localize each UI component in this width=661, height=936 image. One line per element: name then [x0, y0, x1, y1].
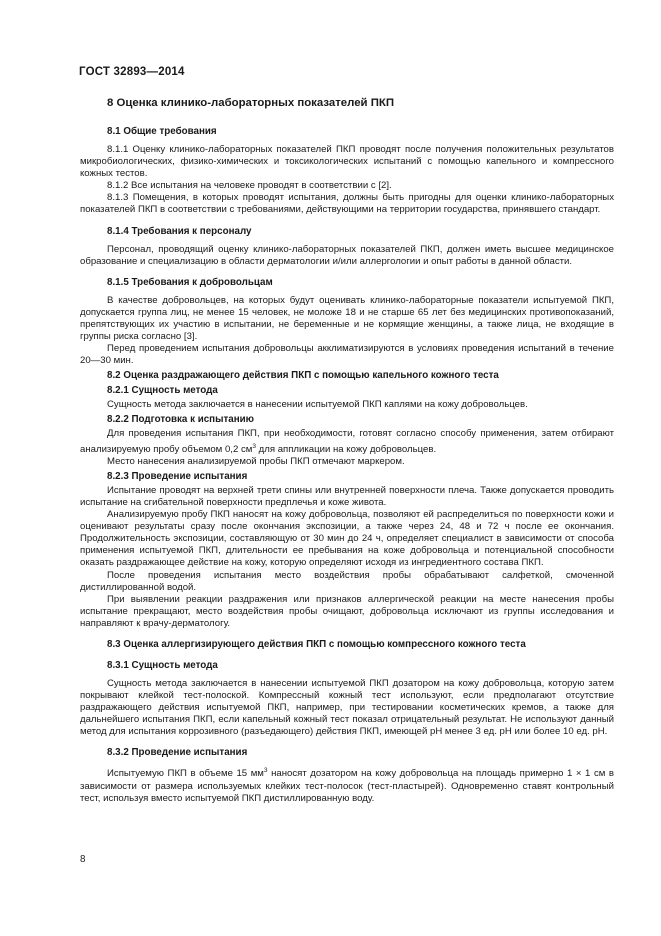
subsection-heading-8-2: 8.2 Оценка раздражающего действия ПКП с помощью капельного кожного теста: [107, 370, 499, 382]
paragraph-8-1-2: 8.1.2 Все испытания на человеке проводят в соответствии с [2].: [107, 180, 392, 192]
paragraph-8-1-1: 8.1.1 Оценку клинико-лабораторных показателей ПКП проводят после получения положительных результатов микробиологических, физико-химических и токсикологических испытаний с помощью капельного и компрессного кожных тестов.: [80, 144, 614, 180]
paragraph-8-2-1: Сущность метода заключается в нанесении испытуемой ПКП каплями на кожу добровольцев.: [107, 399, 528, 411]
paragraph-8-1-5-b: Перед проведением испытания добровольцы акклиматизируются в условиях проведения испытаний в течение 20—30 мин.: [80, 343, 614, 367]
superscript-cube: 3: [252, 442, 256, 450]
paragraph-8-1-3: 8.1.3 Помещения, в которых проводят испытания, должны быть пригодны для оценки клинико-лабораторных показателей ПКП в соответствии с требованиями, действующими на территории государства, принявшего стандарт.: [80, 192, 614, 216]
paragraph-8-3-1: Сущность метода заключается в нанесении испытуемой ПКП дозатором на кожу добровольца, которую затем покрывают клейкой тест-полоской. Компрессный кожный тест используют, если предполагают отсутствие раздражающего действия испытуемой ПКП, например, при тестировании косметических кремов, а также для дальнейшего испытания ПКП, если капельный кожный тест показал отрицательный результат. Не используют данный метод для испытания коррозивного (разъедающего) действия ПКП, имеющей pH менее 3 ед. pH или более 10 ед. pH.: [80, 678, 614, 738]
subsection-heading-8-3-1: 8.3.1 Сущность метода: [107, 660, 218, 671]
paragraph-8-2-3-c: После проведения испытания место воздействия пробы обрабатывают салфеткой, смоченной дистиллированной водой.: [80, 569, 614, 593]
paragraph-8-2-3-d: При выявлении реакции раздражения или признаков аллергической реакции на месте нанесения пробы испытание прекращают, место воздействия пробы очищают, добровольца исключают из группы исследования и направляют к врачу-дерматологу.: [80, 593, 614, 629]
document-header: ГОСТ 32893—2014: [79, 66, 185, 78]
subsection-heading-8-3: 8.3 Оценка аллергизирующего действия ПКП с помощью компрессного кожного теста: [107, 639, 526, 650]
paragraph-8-1-4: Персонал, проводящий оценку клинико-лабораторных показателей ПКП, должен иметь высшее медицинское образование и специализацию в области дерматологии и/или аллергологии и опыт работы в данной области.: [80, 243, 614, 267]
paragraph-8-3-2: Испытуемую ПКП в объеме 15 $мм^3$ наносят дозатором на кожу добровольца на площадь примерно 1 × 1 см в зависимости от размера используемых клейких тест-полосок (тест-пластырей). Одновременно ставят контрольный тест, используя вместо испытуемой ПКП дистиллированную воду.: [80, 767, 614, 804]
section-title: 8 Оценка клинико-лабораторных показателей ПКП: [107, 97, 395, 109]
subsection-heading-8-2-1: 8.2.1 Сущность метода: [107, 385, 218, 397]
document-body: [80, 96, 614, 805]
subsection-heading-8-3-2: 8.3.2 Проведение испытания: [107, 747, 248, 759]
paragraph-8-1-5-a: В качестве добровольцев, на которых будут оценивать клинико-лабораторные показатели испытуемой ПКП, допускается группа лиц, не менее 15 человек, не моложе 18 и не старше 65 лет без медицинских противопоказаний, препятствующих их участию в испытании, не беременные и не кормящие женщины, а также лица, не входящие в группы риска согласно [3].: [80, 294, 614, 343]
subsection-heading-8-2-2: 8.2.2 Подготовка к испытанию: [107, 414, 255, 426]
paragraph-8-2-3-a: Испытание проводят на верхней трети спины или внутренней поверхности плеча. Также допускается проводить испытание на сгибательной поверхности предплечья и коже живота.: [80, 484, 614, 508]
paragraph-8-2-3-b: Анализируемую пробу ПКП наносят на кожу добровольца, позволяют ей распределиться по поверхности кожи и оценивают результаты сразу после окончания экспозиции, а также через 24, 48 и 72 ч после ее окончания. Продолжительность экспозиции, составляющую от 30 мин до 24 ч, определяет специалист в зависимости от способа применения испытуемой ПКП, длительности ее пребывания на коже добровольца и потенциальной способности оказать раздражающее действие на кожу, которую определяют исходя из ингредиентного состава ПКП.: [80, 509, 614, 569]
paragraph-8-2-2-a: Для проведения испытания ПКП, при необходимости, готовят согласно способу применения, затем отбирают анализируемую пробу объемом 0,2 $см^3$ для аппликации на кожу добровольцев.: [80, 428, 614, 455]
page-number: 8: [80, 854, 86, 865]
subsection-heading-8-1: 8.1 Общие требования: [107, 126, 217, 137]
superscript-cube-mm: 3: [263, 767, 268, 775]
subsection-heading-8-1-5: 8.1.5 Требования к добровольцам: [107, 276, 273, 288]
subsection-heading-8-2-3: 8.2.3 Проведение испытания: [107, 470, 248, 482]
subsection-heading-8-1-4: 8.1.4 Требования к персоналу: [107, 225, 252, 237]
paragraph-8-2-2-b: Место нанесения анализируемой пробы ПКП отмечают маркером.: [107, 455, 405, 467]
